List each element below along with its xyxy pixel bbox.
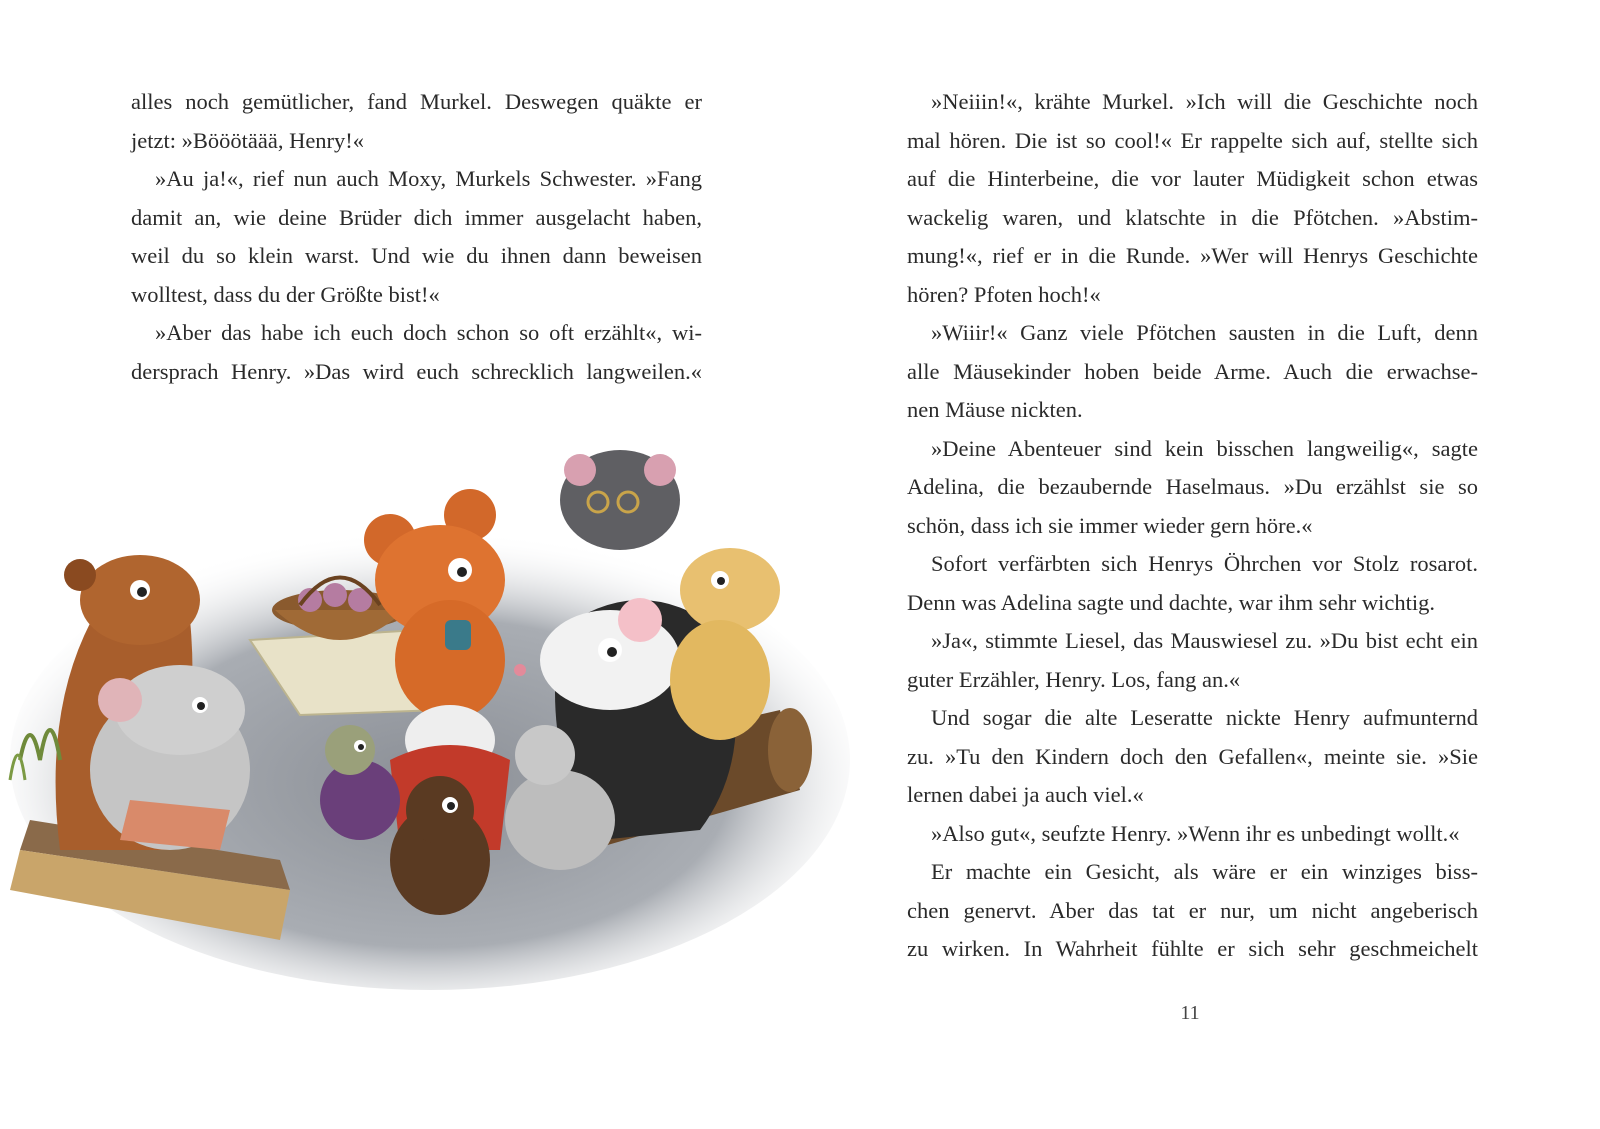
- text-line: »Wiiir!« Ganz viele Pfötchen sausten in die Luft, denn: [931, 320, 1478, 345]
- text-line: nen Mäuse nickten.: [907, 397, 1083, 422]
- text-line: auf die Hinterbeine, die vor lauter Müdigkeit schon etwas: [907, 166, 1478, 191]
- text-line: lernen dabei ja auch viel.«: [907, 782, 1144, 807]
- text-line: jetzt: »Bööötäää, Henry!«: [131, 127, 365, 153]
- text-line: »Neiiin!«, krähte Murkel. »Ich will die Geschichte noch: [931, 89, 1478, 114]
- text-line: mal hören. Die ist so cool!« Er rappelte sich auf, stellte sich: [907, 127, 1478, 153]
- old-rat-character: [560, 450, 680, 550]
- text-line: mung!«, rief er in die Runde. »Wer will Henrys Geschichte: [907, 243, 1478, 268]
- text-line: chen genervt. Aber das tat er nur, um nicht angeberisch: [907, 897, 1478, 923]
- text-line: »Ja«, stimmte Liesel, das Mauswiesel zu. »Du bist echt ein: [931, 628, 1478, 653]
- text-line: Denn was Adelina sagte und dachte, war ihm sehr wichtig.: [907, 589, 1435, 615]
- page-number: 11: [1180, 1002, 1200, 1024]
- text-line: hören? Pfoten hoch!«: [907, 281, 1101, 307]
- mice-gathering-illustration: [0, 430, 880, 1010]
- text-line: zu wirken. In Wahrheit fühlte er sich sehr geschmeichelt: [907, 936, 1478, 961]
- text-line: alle Mäusekinder hoben beide Arme. Auch die erwachse-: [907, 358, 1478, 384]
- text-line: »Also gut«, seufzte Henry. »Wenn ihr es unbedingt wollt.«: [931, 820, 1460, 846]
- right-page-text: [907, 83, 1478, 969]
- text-line: Sofort verfärbten sich Henrys Öhrchen vor Stolz rosarot.: [931, 551, 1478, 576]
- text-line: damit an, wie deine Brüder dich immer ausgelacht haben,: [131, 204, 702, 230]
- text-line: »Deine Abenteuer sind kein bisschen langweilig«, sagte: [931, 435, 1478, 461]
- text-line: »Au ja!«, rief nun auch Moxy, Murkels Schwester. »Fang: [155, 166, 702, 191]
- text-line: schön, dass ich sie immer wieder gern höre.«: [907, 512, 1313, 538]
- text-line: Er machte ein Gesicht, als wäre er ein winziges biss-: [931, 859, 1478, 884]
- text-line: alles noch gemütlicher, fand Murkel. Deswegen quäkte er: [131, 89, 702, 114]
- text-line: wackelig waren, und klatschte in die Pfötchen. »Abstim-: [907, 204, 1478, 230]
- grey-mouse-character: [90, 665, 250, 850]
- text-line: Und sogar die alte Leseratte nickte Henry aufmunternd: [931, 705, 1478, 730]
- text-line: »Aber das habe ich euch doch schon so oft erzählt«, wi-: [155, 320, 702, 345]
- text-line: zu. »Tu den Kindern doch den Gefallen«, meinte sie. »Sie: [907, 743, 1478, 769]
- text-line: wolltest, dass du der Größte bist!«: [131, 281, 440, 307]
- right-page: [800, 0, 1600, 1129]
- text-line: Adelina, die bezaubernde Haselmaus. »Du erzählst sie so: [907, 474, 1478, 499]
- left-page-text: [131, 83, 702, 391]
- text-line: guter Erzähler, Henry. Los, fang an.«: [907, 666, 1241, 692]
- text-line: dersprach Henry. »Das wird euch schrecklich langweilen.«: [131, 358, 702, 384]
- text-line: weil du so klein warst. Und wie du ihnen dann beweisen: [131, 243, 702, 268]
